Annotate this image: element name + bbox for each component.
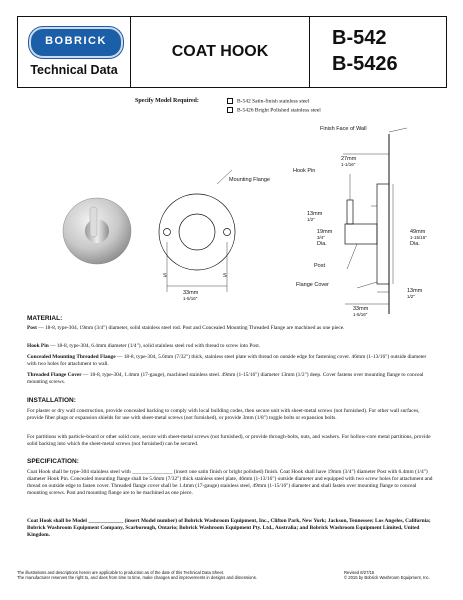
specification-paragraph-2: Coat Hook shall be Model _____________ (insert Model number) of Bobrick Washroom Equipment, Inc., Clifton Park, New York; Jackson, Tennessee; Los Angeles, California; Bobrick Washroom Equipment Company, Scarborough, Ontario; Bobrick Washroom Equipment Pty. Ltd., Australia; and Bobrick Washroom Equipment Limited, United Kingdom. (27, 518, 431, 538)
checkbox-icon[interactable] (227, 107, 233, 113)
model-option-2[interactable] (227, 107, 321, 113)
flange-cover-label: Flange Cover (296, 282, 330, 288)
specification-paragraph-1: Coat Hook shall be type-304 stainless steel with _______________ (insert one satin finish or bright polished) finish. Coat Hook shall have 19mm (3/4") diameter Post with 6.4mm (1/4") diameter Hook Pin. Concealed mounting flange shall be 5.6mm (7/32") thick stainless steel plate, 46mm (1-13/16") outside diameter and equipped with two screw holes for attachment and thread on outside edge to fasten cover. Threaded flange cover shall be 1.4mm (17-gauge) stainless steel, 49mm (1-15/16") diameter and shall fasten over mounting flange to conceal mounting screws. Post and mounting flange are to be machined as one piece. (27, 469, 433, 496)
installation-paragraph-1: For plaster or dry wall construction, provide concealed backing to comply with local building codes, then secure unit with sheet-metal screws (not furnished). For other wall surfaces, provide fiber plugs or expansion shields for use with sheet-metal screws (not furnished), or provide 3mm (1/8") toggle bolts or expansion bolts. (27, 408, 420, 421)
s-label-left: S (163, 273, 167, 279)
material-hook-pin: Hook Pin — 18-8, type-304, 6.4mm diameter (1/4"), solid stainless steel rod with thread to screw into Post. (27, 343, 261, 349)
hook-pin-label: Hook Pin (293, 168, 316, 174)
model-option-label: B-542 Satin-finish stainless steel (237, 98, 310, 105)
dim-13-lower-label: 13mm 1/2" (407, 288, 423, 299)
dim-27-label: 27mm 1-1/16" (341, 156, 357, 167)
technical-data-label: Technical Data (30, 63, 118, 77)
product-photo (63, 198, 131, 264)
header-title-cell (131, 17, 310, 87)
footer-revision: Revised 8/27/15 © 2015 by Bobrick Washroom Equipment, Inc. (344, 570, 430, 580)
material-cover: Threaded Flange Cover — 18-8, type-304, 1.4mm (17-gauge), machined stainless steel. 49mm (1-15/16") diameter 13mm (1/2") deep. Cover fastens over mounting flange to conceal mounting screws. (27, 372, 424, 385)
checkbox-icon[interactable] (227, 98, 233, 104)
dim-19-label: 19mm 3/4" Dia. (317, 229, 333, 247)
installation-paragraph-2: For partitions with particle-board or other solid core, secure with sheet-metal screws (not furnished), or provide through-bolts, nuts, and washers. For hollow-core metal partitions, provide solid backing into which the sheet-metal screws (not furnished) can be secured. (27, 434, 431, 447)
dim-33-side-label: 33mm 1-5/16" (353, 306, 369, 317)
product-drawing (17, 114, 447, 314)
s-label-right: S (223, 273, 227, 279)
model-option-1[interactable] (227, 98, 309, 104)
material-flange: Concealed Mounting Threaded Flange — 18-8, type-304, 5.6mm (7/32") thick, stainless steel plate with thread on outside edge for fastening cover. 46mm (1-13/16") outside diameter with two holes for attachment to wall. (27, 354, 427, 367)
model-number-1: B-542 (332, 27, 387, 49)
dim-33-front-label: 33mm 1-5/16" (183, 290, 199, 301)
specify-label: Specify Model Required: (135, 98, 199, 104)
header-brand-cell (18, 17, 131, 87)
header (17, 16, 447, 88)
technical-data-sheet (17, 16, 447, 586)
bobrick-logo (29, 27, 123, 58)
mounting-flange-label: Mounting Flange (229, 177, 270, 183)
dim-13-upper-label: 13mm 1/2" (307, 211, 323, 222)
header-model-cell (310, 17, 446, 87)
logo-text: BOBRICK (45, 35, 107, 47)
installation-heading: INSTALLATION: (27, 397, 76, 404)
model-number-2: B-5426 (332, 53, 398, 75)
post-label: Post (314, 263, 326, 269)
material-heading: MATERIAL: (27, 315, 63, 322)
model-option-label: B-5426 Bright Polished stainless steel (237, 107, 321, 114)
finish-face-label: Finish Face of Wall (320, 126, 367, 132)
dim-49-label: 49mm 1-15/16" Dia. (410, 229, 427, 247)
page-title: COAT HOOK (171, 43, 269, 60)
material-post: Post — 18-8, type-304, 19mm (3/4") diameter, solid stainless steel rod. Post and Concealed Mounting Threaded Flange are machined as one piece. (27, 325, 345, 331)
footer-disclaimer: The illustrations and descriptions herein are applicable to production as of the date of this Technical Data Sheet. The manufacturer reserves the right to, and does from time to time, make changes and improvements in designs and dimensions. (17, 570, 257, 580)
specification-heading: SPECIFICATION: (27, 458, 79, 465)
